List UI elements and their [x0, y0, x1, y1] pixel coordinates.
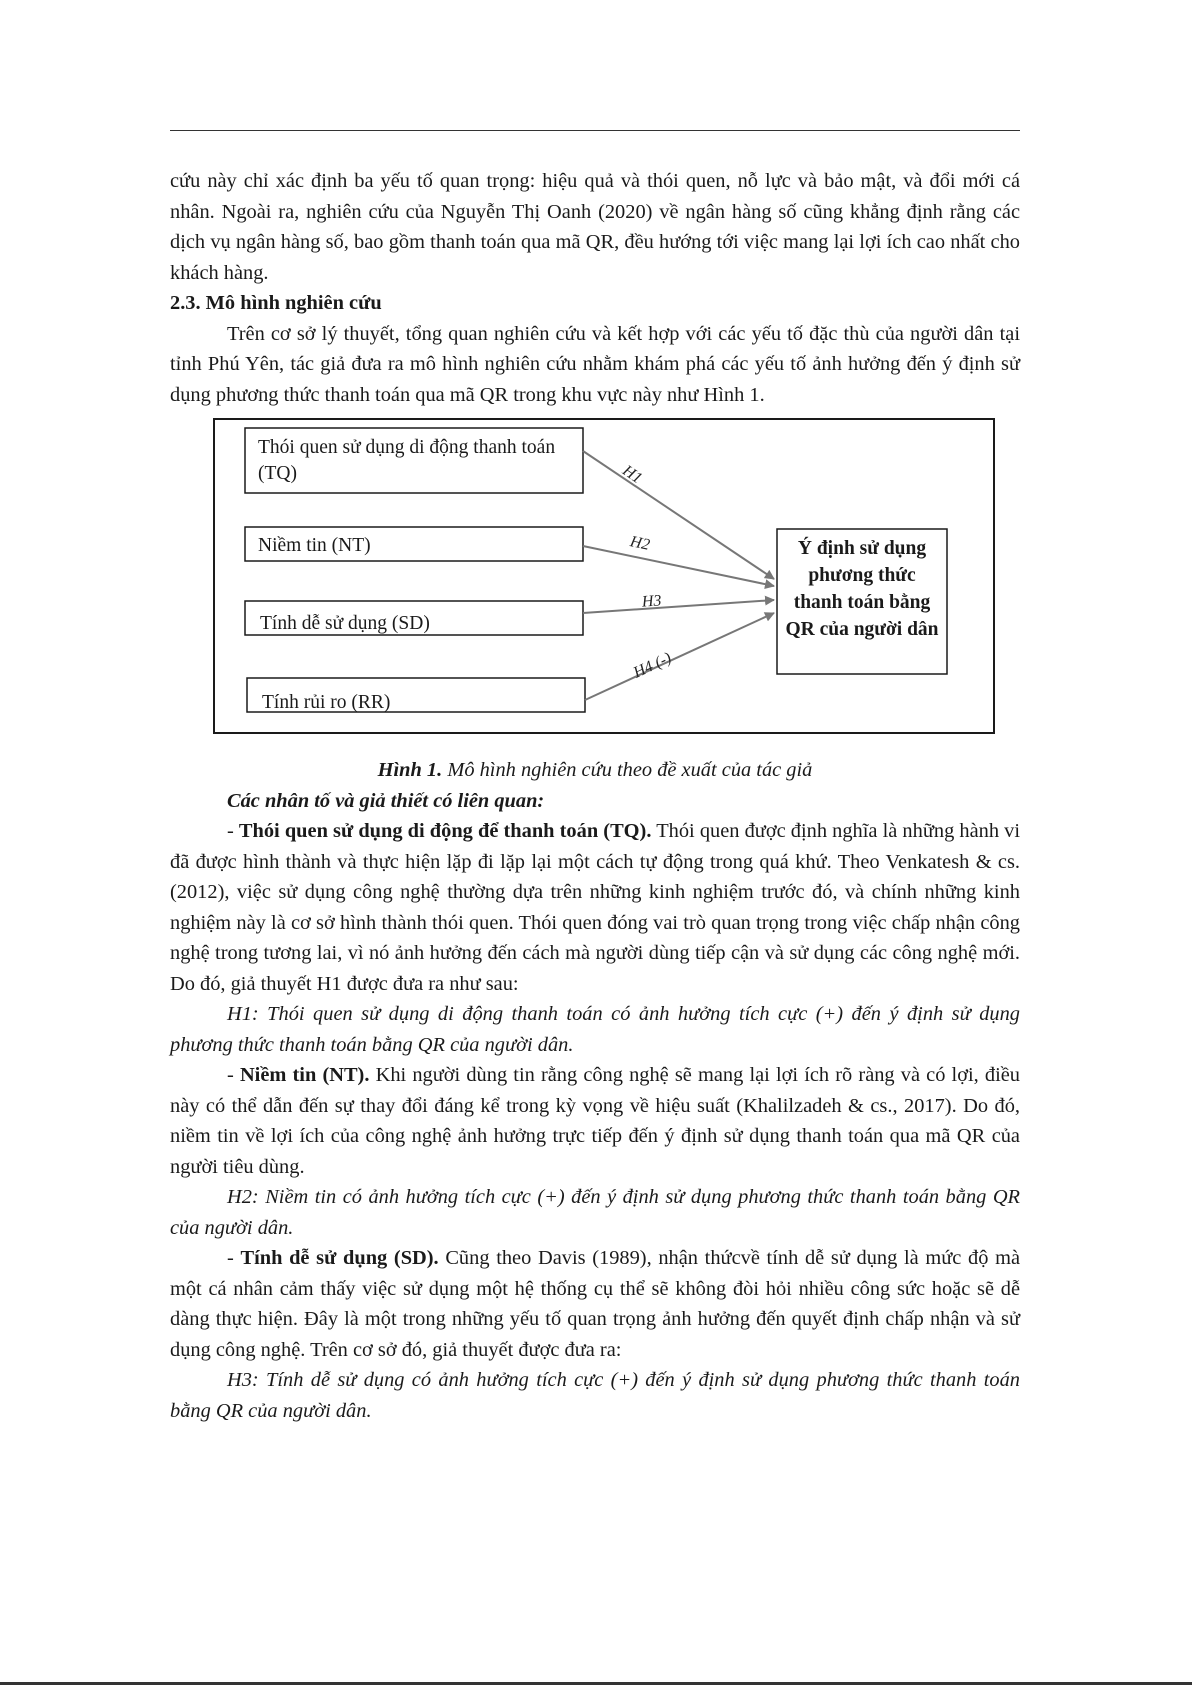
- outcome-label: Ý định sử dụng phương thức thanh toán bằng QR của người dân: [785, 538, 939, 640]
- factors-subheading: Các nhân tố và giả thiết có liên quan:: [227, 789, 545, 812]
- factor-label-rr: Tính rủi ro (RR): [262, 692, 391, 713]
- research-model-figure: [170, 413, 1020, 743]
- factor-dash: -: [227, 1064, 240, 1086]
- factor-dash: -: [227, 1247, 241, 1269]
- arrow-h1: [583, 451, 774, 579]
- hypothesis-label-h4: H4 (-): [630, 649, 674, 682]
- factor-term-nt: Niềm tin (NT).: [239, 1064, 370, 1086]
- hypothesis-label-h2: H2: [628, 533, 652, 554]
- figure-caption: [170, 755, 1020, 786]
- factor-body-nt: Khi người dùng tin rằng công nghệ sẽ mang lại lợi ích rõ ràng và có lợi, điều này có thể dẫn đến sự thay đổi đáng kể trong kỳ vọng về hiệu suất (Khalilzadeh & cs., 2017). Do đó, niềm tin về lợi ích của công nghệ ảnh hưởng trực tiếp đến ý định sử dụng thanh toán qua mã QR của người tiêu dùng.: [170, 1064, 1021, 1178]
- caption-label: Hình 1.: [377, 759, 443, 781]
- factor-label-tq: Thói quen sử dụng di động thanh toán (TQ): [258, 437, 556, 484]
- arrow-h3: [583, 600, 774, 613]
- factor-paragraph-nt: [170, 1060, 1020, 1182]
- factor-paragraph-tq: [170, 816, 1020, 999]
- header-rule: [170, 130, 1020, 131]
- factor-body-tq: Thói quen được định nghĩa là những hành vi đã được hình thành và thực hiện lặp đi lặp lại một cách tự động trong quá khứ. Theo Venkatesh & cs. (2012), việc sử dụng công nghệ thường dựa trên những kinh nghiệm trước đó, và chính những kinh nghiệm này là cơ sở hình thành thói quen. Thói quen đóng vai trò quan trọng trong việc chấp nhận công nghệ trong tương lai, vì nó ảnh hưởng đến cách mà người dùng tiếp cận và sử dụng các công nghệ mới. Do đó, giả thuyết H1 được đưa ra như sau:: [170, 820, 1021, 995]
- factor-dash: -: [227, 820, 239, 842]
- factor-body-sd: Cũng theo Davis (1989), nhận thứcvề tính dễ sử dụng là mức độ mà một cá nhân cảm thấy việc sử dụng một hệ thống cụ thể sẽ không đòi hỏi nhiều công sức hoặc sẽ dễ dàng thực hiện. Đây là một trong những yếu tố quan trọng ảnh hưởng đến quyết định chấp nhận và sử dụng công nghệ. Trên cơ sở đó, giả thuyết được đưa ra:: [170, 1247, 1021, 1361]
- caption-text: Mô hình nghiên cứu theo đề xuất của tác giả: [447, 759, 813, 781]
- intro-paragraph: cứu này chỉ xác định ba yếu tố quan trọng: hiệu quả và thói quen, nỗ lực và bảo mật, và đổi mới cá nhân. Ngoài ra, nghiên cứu của Nguyễn Thị Oanh (2020) về ngân hàng số cũng khẳng định rằng các dịch vụ ngân hàng số, bao gồm thanh toán qua mã QR, đều hướng tới việc mang lại lợi ích cao nhất cho khách hàng.: [170, 170, 1020, 284]
- arrow-h4: [585, 613, 774, 700]
- factor-label-nt: Niềm tin (NT): [258, 535, 371, 556]
- factor-term-sd: Tính dễ sử dụng (SD).: [240, 1247, 439, 1269]
- factor-paragraph-sd: [170, 1243, 1020, 1365]
- hypothesis-label-h1: H1: [619, 462, 646, 488]
- factor-term-tq: Thói quen sử dụng di động để thanh toán (TQ).: [238, 820, 652, 842]
- arrow-h2: [583, 546, 774, 586]
- section-heading: 2.3. Mô hình nghiên cứu: [170, 292, 382, 314]
- section-paragraph: Trên cơ sở lý thuyết, tổng quan nghiên cứu và kết hợp với các yếu tố đặc thù của người dân tại tỉnh Phú Yên, tác giả đưa ra mô hình nghiên cứu nhằm khám phá các yếu tố ảnh hưởng đến ý định sử dụng phương thức thanh toán qua mã QR trong khu vực này như Hình 1.: [170, 322, 1020, 406]
- hypothesis-label-h3: H3: [641, 592, 663, 611]
- hypothesis-h3: H3: Tính dễ sử dụng có ảnh hưởng tích cực (+) đến ý định sử dụng phương thức thanh toán bằng QR của người dân.: [170, 1369, 1020, 1422]
- hypothesis-h2: H2: Niềm tin có ảnh hưởng tích cực (+) đến ý định sử dụng phương thức thanh toán bằng QR của người dân.: [170, 1186, 1020, 1239]
- factor-label-sd: Tính dễ sử dụng (SD): [260, 613, 430, 634]
- hypothesis-h1: H1: Thói quen sử dụng di động thanh toán có ảnh hưởng tích cực (+) đến ý định sử dụng phương thức thanh toán bằng QR của người dân.: [170, 1003, 1020, 1056]
- page-body: [170, 166, 1020, 1426]
